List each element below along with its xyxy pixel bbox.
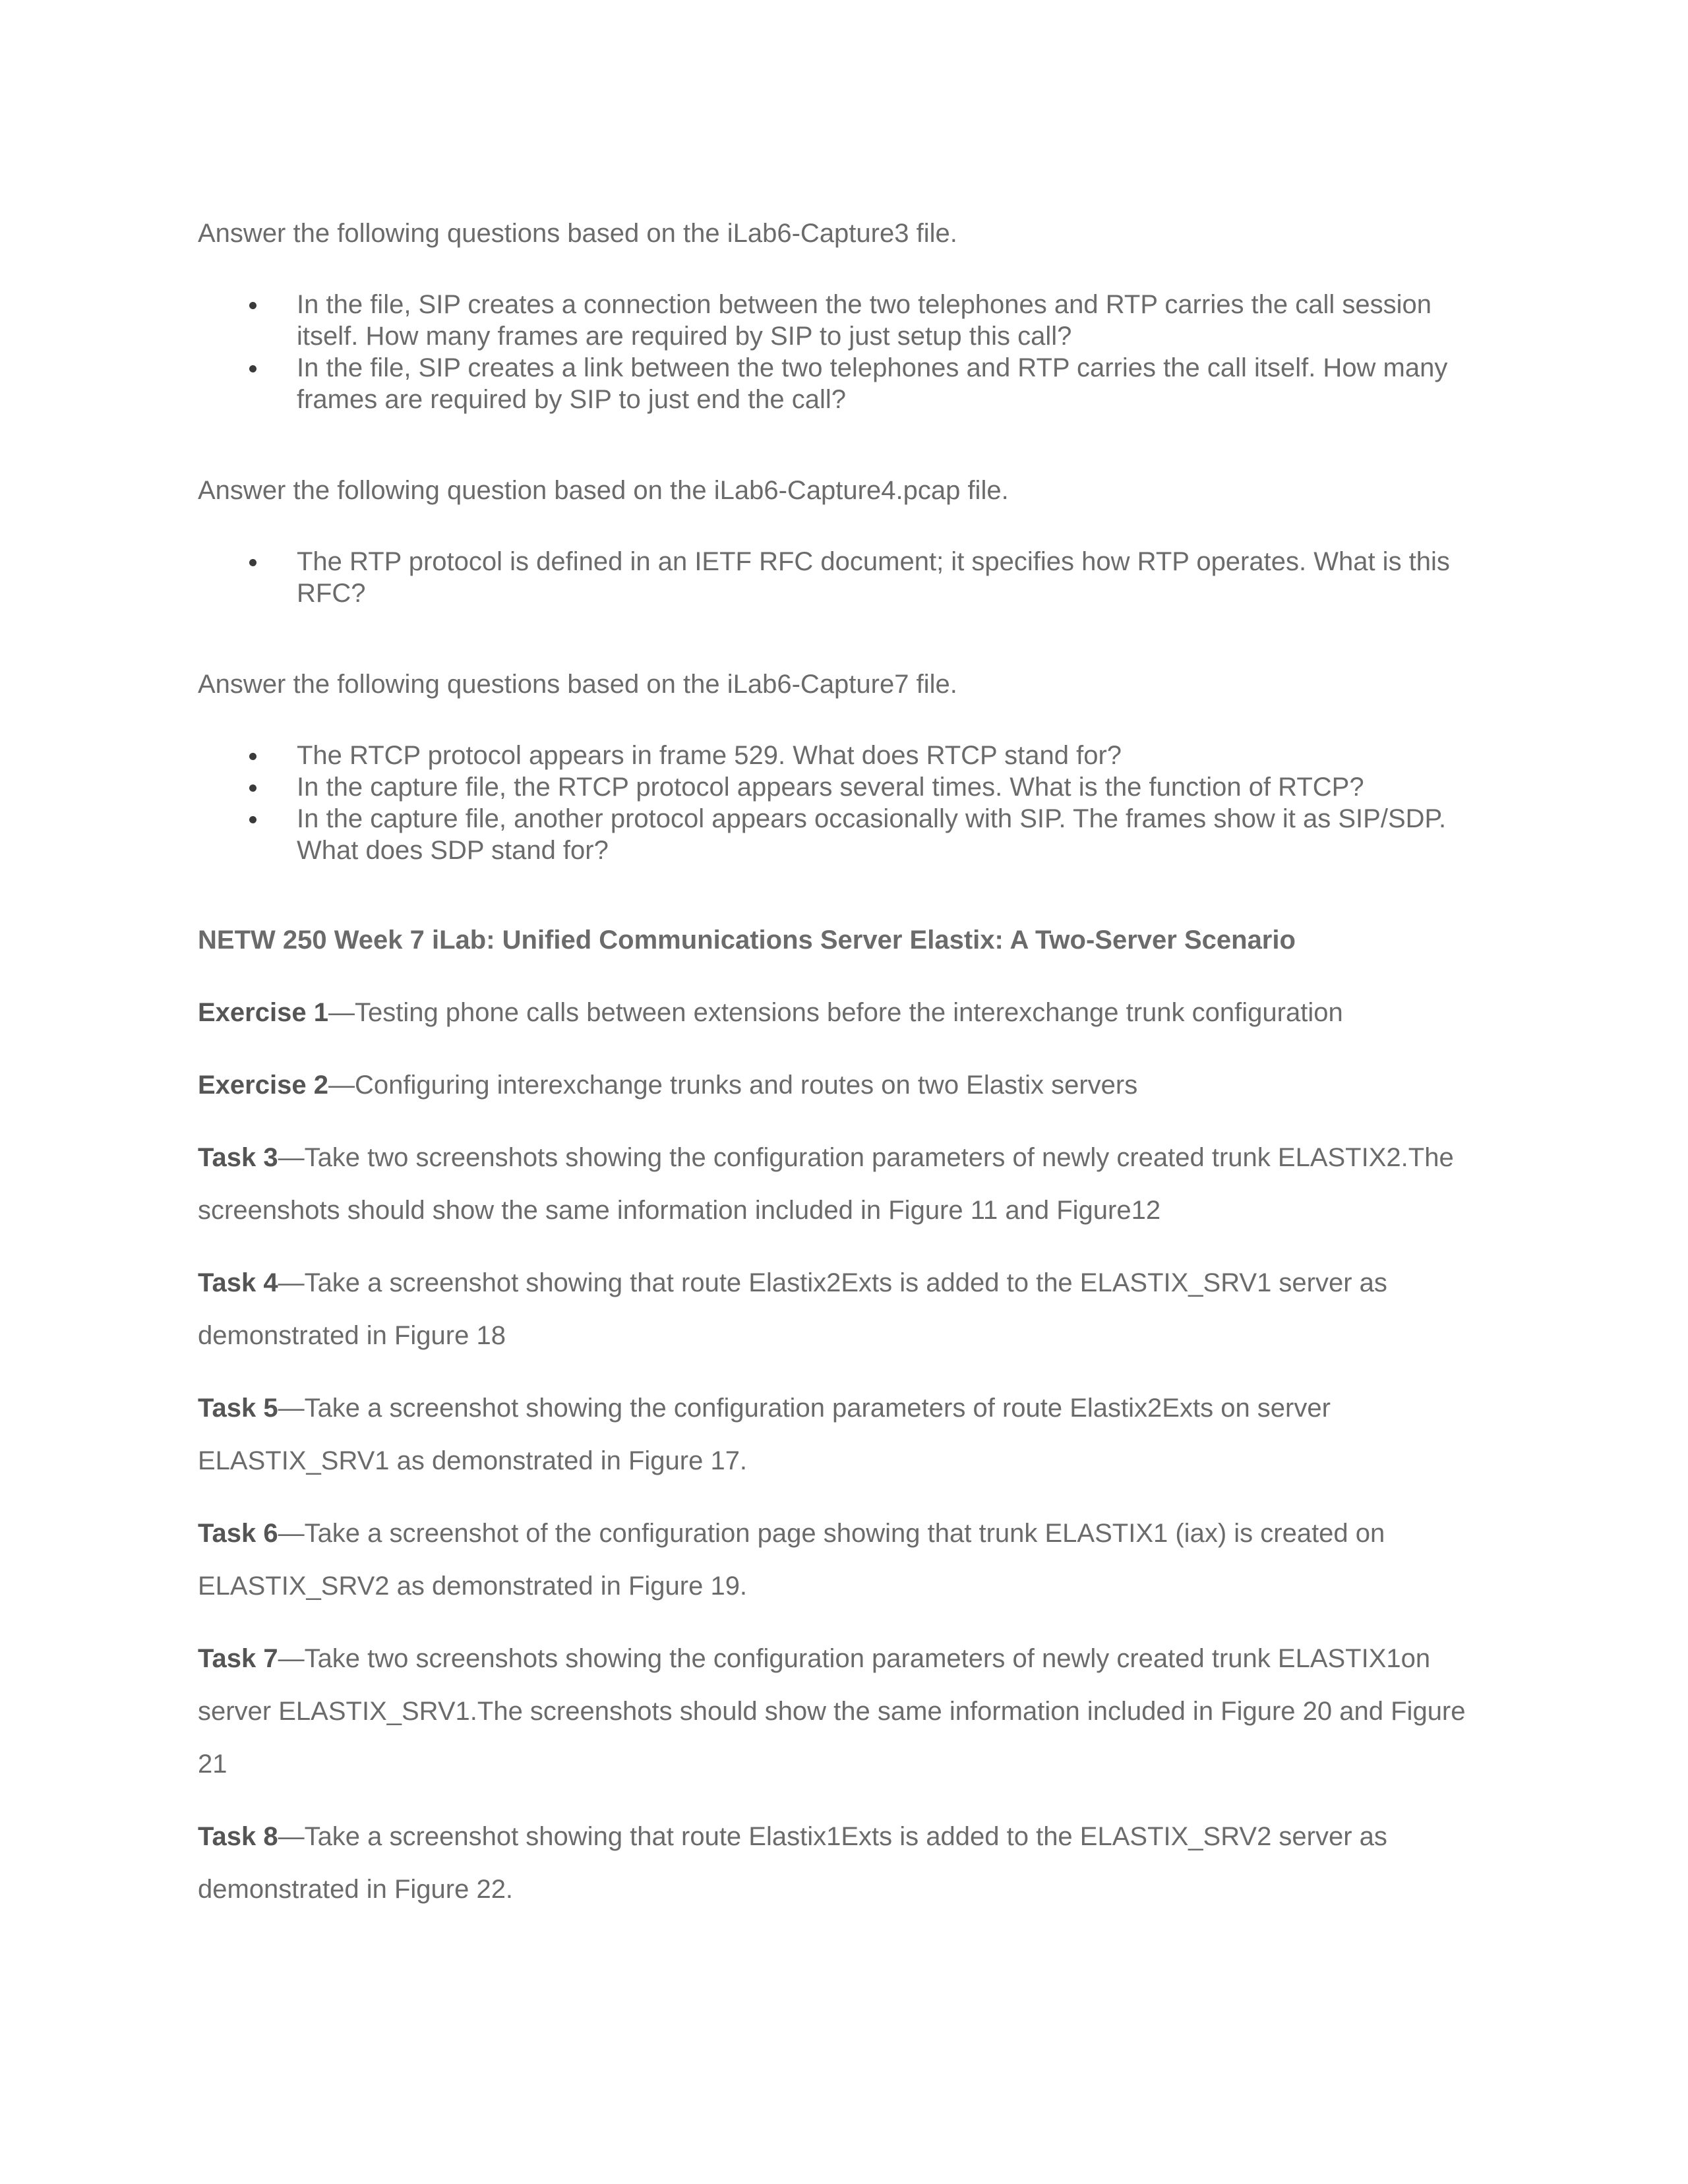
item-text: —Take a screenshot showing the configuration parameters of route Elastix2Exts on server ELASTIX_SRV1 as demonstrated in Figure 17. xyxy=(198,1394,1331,1475)
item-label: Exercise 1 xyxy=(198,998,328,1027)
item-label: Task 3 xyxy=(198,1143,278,1172)
item-text: —Take two screenshots showing the configuration parameters of newly created trunk ELASTIX1on server ELASTIX_SRV1.The screenshots should show the same information included in Figure 20 and Figure 21 xyxy=(198,1644,1466,1779)
exercise-1 xyxy=(198,986,1490,1039)
bullet-icon xyxy=(249,816,256,823)
bullet-icon xyxy=(249,302,256,309)
section3-intro: Answer the following questions based on the iLab6-Capture7 file. xyxy=(198,670,957,699)
section1-intro: Answer the following questions based on the iLab6-Capture3 file. xyxy=(198,219,957,248)
item-text: —Take a screenshot showing that route Elastix2Exts is added to the ELASTIX_SRV1 server as demonstrated in Figure 18 xyxy=(198,1268,1387,1350)
item-text: —Take a screenshot showing that route Elastix1Exts is added to the ELASTIX_SRV2 server as demonstrated in Figure 22. xyxy=(198,1822,1387,1904)
section3-question-list xyxy=(198,740,1490,866)
item-label: Task 4 xyxy=(198,1268,278,1297)
item-text: —Testing phone calls between extensions before the interexchange trunk configuration xyxy=(328,998,1343,1027)
task-4 xyxy=(198,1256,1490,1362)
list-item xyxy=(198,803,1490,866)
item-text: —Configuring interexchange trunks and routes on two Elastix servers xyxy=(328,1071,1138,1100)
task-5 xyxy=(198,1382,1490,1487)
task-list xyxy=(198,986,1490,1916)
bullet-icon xyxy=(249,365,256,372)
bullet-icon xyxy=(249,753,256,760)
item-text: —Take two screenshots showing the configuration parameters of newly created trunk ELASTIX2.The screenshots should show the same information included in Figure 11 and Figure12 xyxy=(198,1143,1454,1225)
task-3 xyxy=(198,1131,1490,1237)
bullet-icon xyxy=(249,784,256,792)
list-item xyxy=(198,352,1490,415)
list-item xyxy=(198,546,1490,609)
task-8 xyxy=(198,1810,1490,1916)
question-text: In the capture file, another protocol appears occasionally with SIP. The frames show it as SIP/SDP. What does SDP stand for? xyxy=(297,804,1447,865)
bullet-icon xyxy=(249,559,256,566)
item-label: Task 7 xyxy=(198,1644,278,1673)
question-text: The RTCP protocol appears in frame 529. What does RTCP stand for? xyxy=(297,741,1122,770)
task-6 xyxy=(198,1507,1490,1612)
question-text: In the file, SIP creates a link between the two telephones and RTP carries the call itself. How many frames are required by SIP to just end the call? xyxy=(297,353,1448,414)
item-text: —Take a screenshot of the configuration page showing that trunk ELASTIX1 (iax) is created on ELASTIX_SRV2 as demonstrated in Figure 19. xyxy=(198,1519,1385,1601)
list-item xyxy=(198,771,1490,803)
section2-question-list xyxy=(198,546,1490,609)
section1-question-list xyxy=(198,289,1490,415)
list-item xyxy=(198,289,1490,352)
document-page xyxy=(198,211,1490,1916)
task-7 xyxy=(198,1632,1490,1790)
question-text: In the file, SIP creates a connection between the two telephones and RTP carries the call session itself. How many frames are required by SIP to just setup this call? xyxy=(297,290,1432,351)
item-label: Task 8 xyxy=(198,1822,278,1851)
item-label: Task 6 xyxy=(198,1519,278,1548)
question-text: The RTP protocol is defined in an IETF RFC document; it specifies how RTP operates. What is this RFC? xyxy=(297,547,1450,608)
question-text: In the capture file, the RTCP protocol appears several times. What is the function of RTCP? xyxy=(297,773,1364,802)
lab-heading: NETW 250 Week 7 iLab: Unified Communications Server Elastix: A Two-Server Scenario xyxy=(198,926,1296,955)
list-item xyxy=(198,740,1490,771)
item-label: Task 5 xyxy=(198,1394,278,1423)
item-label: Exercise 2 xyxy=(198,1071,328,1100)
section2-intro: Answer the following question based on the iLab6-Capture4.pcap file. xyxy=(198,476,1009,505)
exercise-2 xyxy=(198,1059,1490,1111)
